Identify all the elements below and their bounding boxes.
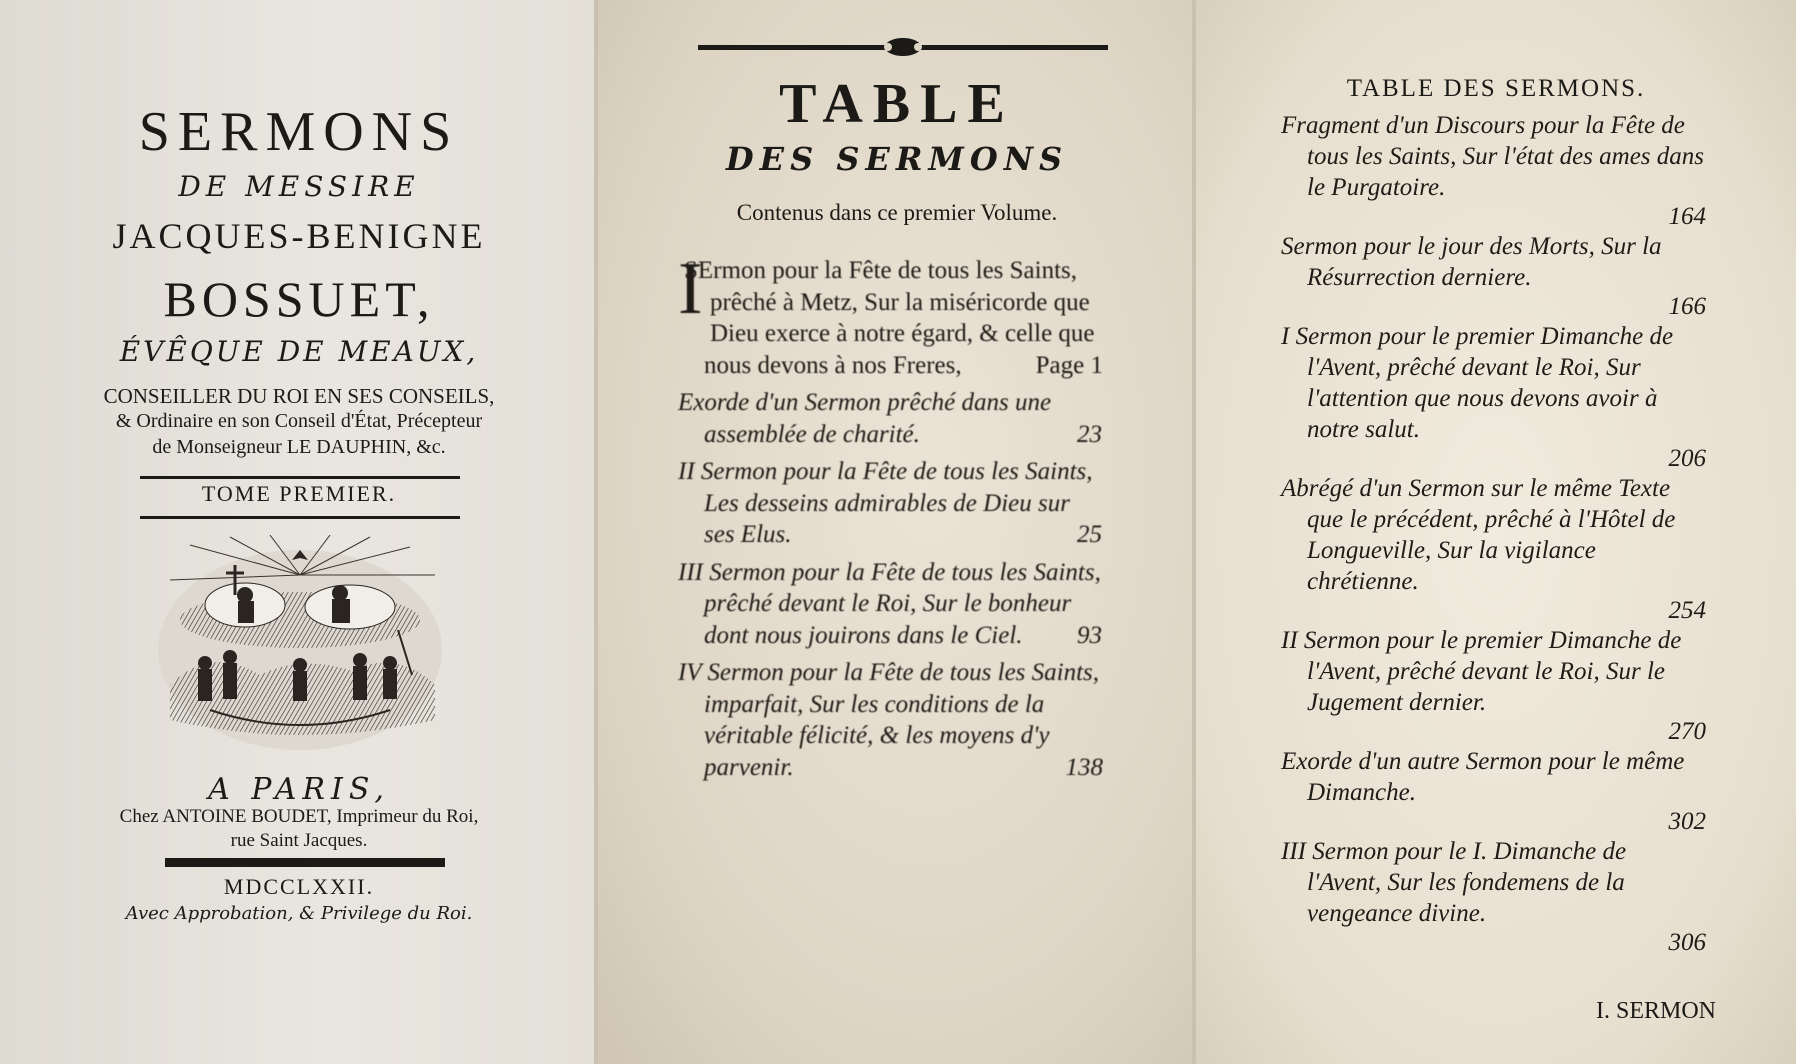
title-de-messire: DE MESSIRE [178,170,420,203]
toc-entry-page: 254 [1668,597,1706,624]
toc-entry-page: 164 [1668,203,1706,230]
imprint-printer: Chez ANTOINE BOUDET, Imprimeur du Roi, [119,806,479,827]
publication-year: MDCCLXXII. [223,874,375,899]
toc-entry-title: Sermon pour le jour des Morts, Sur la Résurrection derniere. [1281,233,1662,291]
ornament-rule [698,36,1108,60]
toc-entry-title: Abrégé d'un Sermon sur le même Texte que le précédent, prêché à l'Hôtel de Longueville, Sur la vigilance chrétienne. [1281,475,1676,595]
table-caption: Contenus dans ce premier Volume. [736,200,1058,225]
toc-entry-title: ISErmon pour la Fête de tous les Saints, prêché à Metz, Sur la miséricorde que Dieu exerce à notre égard, & celle que nous devons à nos Freres, [678,248,1095,379]
author-office-line-3: de Monseigneur LE DAUPHIN, &c. [152,436,446,458]
toc-entry [678,657,1103,783]
toc-entry-title: I Sermon pour le premier Dimanche de l'Avent, prêché devant le Roi, Sur l'attention que nous devons avoir à notre salut. [1281,323,1674,443]
toc-entry: III Sermon pour la Fête de tous les Saints, prêché devant le Roi, Sur le bonheur dont nous jouirons dans le Ciel. 93 [678,557,1103,652]
imprint-city: A PARIS, [208,772,390,807]
running-header: TABLE DES SERMONS. [1346,75,1646,102]
table-of-contents [678,248,1103,789]
toc-entry-page: 302 [1668,808,1706,835]
table-continuation-page [1196,0,1796,1064]
divider-rule [140,516,460,519]
author-given-names: JACQUES-BENIGNE [112,216,486,256]
table-subheading: DES SERMONS [725,140,1069,178]
title-page [0,0,598,1064]
engraved-vignette-illustration [150,535,450,750]
toc-entry [1281,746,1706,836]
toc-entry: II Sermon pour la Fête de tous les Saints, Les desseins admirables de Dieu sur ses Elus. 25 [678,456,1103,551]
toc-entry [1281,110,1706,231]
toc-entry-page: 138 [1065,753,1103,781]
toc-entry-title: II Sermon pour le premier Dimanche de l'Avent, prêché devant le Roi, Sur le Jugement dernier. [1281,627,1682,716]
toc-entry [1281,321,1706,473]
toc-entry-title: IV Sermon pour la Fête de tous les Saints, imparfait, Sur les conditions de la véritable félicité, & les moyens d'y parvenir. [678,659,1100,781]
toc-entry-page: Page 1 [1035,351,1103,379]
toc-entry [678,248,1103,381]
imprint-address: rue Saint Jacques. [230,830,368,851]
toc-entry-title: III Sermon pour le I. Dimanche de l'Avent, Sur les fondemens de la vengeance divine. [1281,838,1627,927]
author-surname: BOSSUET, [163,271,435,327]
divider-rule [140,476,460,479]
table-heading: TABLE [779,73,1015,135]
toc-entry [1281,231,1706,321]
toc-entry-page: 166 [1668,293,1706,320]
toc-entry-title: III Sermon pour la Fête de tous les Saints, prêché devant le Roi, Sur le bonheur dont nous jouirons dans le Ciel. [678,558,1101,649]
book-title: SERMONS [138,101,460,163]
volume-label: TOME PREMIER. [201,481,397,506]
toc-entry [1281,836,1706,957]
catchword: I. SERMON [1595,998,1716,1024]
table-of-contents-continued [1281,110,1706,957]
toc-entry [1281,473,1706,625]
table-page [598,0,1196,1064]
toc-entry-page: 270 [1668,718,1706,745]
author-office-line-1: CONSEILLER DU ROI EN SES CONSEILS, [103,384,495,408]
toc-entry-title: II Sermon pour la Fête de tous les Saints, Les desseins admirables de Dieu sur ses Elus. [678,458,1093,548]
author-title-bishop: ÉVÊQUE DE MEAUX, [119,335,479,368]
toc-entry-title: Exorde d'un autre Sermon pour le même Dimanche. [1281,748,1685,806]
author-office-line-2: & Ordinaire en son Conseil d'État, Précepteur [115,410,483,432]
toc-entry [1281,625,1706,746]
toc-entry-page: 306 [1668,929,1706,956]
toc-entry-title: Fragment d'un Discours pour la Fête de tous les Saints, Sur l'état des ames dans le Purgatoire. [1281,112,1705,201]
toc-entry: Exorde d'un Sermon prêché dans une assemblée de charité. 23 [678,387,1103,450]
toc-entry-page: 206 [1668,445,1706,472]
double-rule [165,858,445,867]
privilege-line: Avec Approbation, & Privilege du Roi. [125,903,473,924]
toc-entry-title: Exorde d'un Sermon prêché dans une assemblée de charité. [678,389,1052,448]
